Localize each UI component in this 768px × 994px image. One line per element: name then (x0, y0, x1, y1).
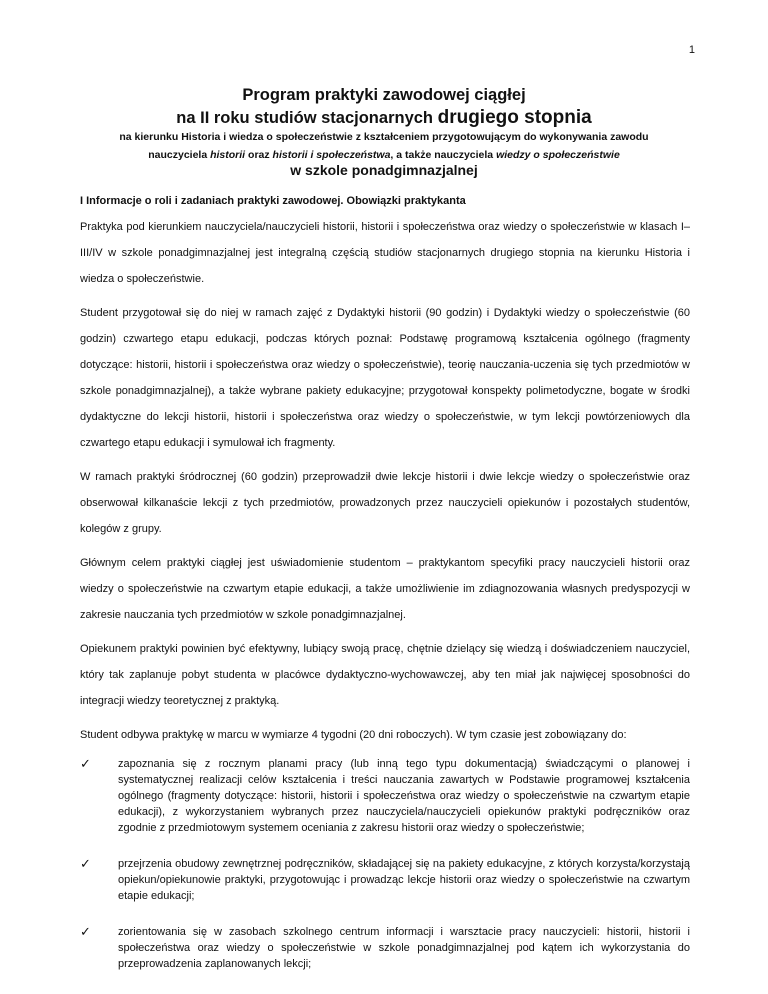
school-level: w szkole ponadgimnazjalnej (290, 162, 478, 178)
list-item (80, 756, 690, 836)
paragraph: Student odbywa praktykę w marcu w wymiarze 4 tygodni (20 dni roboczych). W tym czasie jest zobowiązany do: (80, 729, 627, 741)
page-number: 1 (688, 44, 695, 56)
paragraph: Student przygotował się do niej w ramach zajęć z Dydaktyki historii (90 godzin) i Dydaktyki wiedzy o społeczeństwie (60 godzin) czwartego etapu edukacji, podczas których poznał: Podstawę programową kształcenia ogólnego (fragmenty dotyczące: historii, historii i społeczeństwa oraz wiedzy o społeczeństwie), teorię nauczania-uczenia się tych przedmiotów w szkole ponadgimnazjalnej), a także wybrane pakiety edukacyjne; przygotował konspekty polimetodyczne, bogate w środki dydaktyczne do lekcji historii, historii i społeczeństwa oraz wiedzy o społeczeństwie, w tym lekcji powtórzeniowych dla czwartego etapu edukacji i symulował ich fragmenty. (80, 307, 690, 449)
paragraph: Opiekunem praktyki powinien być efektywny, lubiący swoją pracę, chętnie dzielący się wiedzą i doświadczeniem nauczyciel, który tak zaplanuje pobyt studenta w placówce dydaktyczno-wychowawczej, aby ten miał jak najwięcej sposobności do integracji wiedzy teoretycznej z praktyką. (80, 643, 690, 707)
checkmark-icon: ✓ (80, 924, 91, 939)
desc-italic-history-society: historii i społeczeństwa (272, 149, 391, 161)
list-item-text: zapoznania się z rocznym planami pracy (lub inną tego typu dokumentacją) świadczącymi o planowej i systematycznej realizacji celów kształcenia i treści nauczania zawartych w Podstawie programowej kształcenia ogólnego (fragmenty dotyczące: historii, historii i społeczeństwa oraz wiedzy o społeczeństwie na czwartym etapie edukacji), z wykorzystaniem wybranych przez nauczyciela/nauczycieli opiekunów praktyki podręczników oraz zgodnie z przedmiotowym systemem oceniania z zakresu historii oraz wiedzy o społeczeństwie; (118, 758, 690, 834)
list-item-text: przejrzenia obudowy zewnętrznej podręczników, składającej się na pakiety edukacyjne, z których korzysta/korzystają opiekun/opiekunowie praktyki, przygotowując i prowadząc lekcje historii oraz wiedzy o społeczeństwie na czwartym etapie edukacji; (118, 858, 690, 902)
document-body (80, 192, 690, 992)
list-item (80, 856, 690, 904)
document-subtitle (0, 107, 768, 129)
section-heading: I Informacje o roli i zadaniach praktyki zawodowej. Obowiązki praktykanta (80, 195, 466, 207)
desc-text: nauczyciela (148, 149, 211, 161)
paragraph: Praktyka pod kierunkiem nauczyciela/nauczycieli historii, historii i społeczeństwa oraz wiedzy o społeczeństwie w klasach I–III/IV w szkole ponadgimnazjalnej jest integralną częścią studiów stacjonarnych drugiego stopnia na kierunku Historia i wiedza o społeczeństwie. (80, 221, 690, 285)
list-item (80, 924, 690, 972)
desc-text: oraz (245, 149, 273, 161)
list-item-text: zorientowania się w zasobach szkolnego centrum informacji i warsztacie pracy nauczycieli: historii, historii i społeczeństwa oraz wiedzy o społeczeństwie w szkole ponadgimnazjalnej pod kątem ich wykorzystania do przeprowadzenia zaplanowanych lekcji; (118, 926, 690, 970)
document-title: Program praktyki zawodowej ciągłej (242, 86, 526, 104)
task-list (80, 756, 690, 972)
subtitle-prefix: na II roku studiów stacjonarnych (176, 109, 438, 127)
checkmark-icon: ✓ (80, 856, 91, 871)
desc-text: , a także nauczyciela (390, 149, 497, 161)
desc-italic-civics: wiedzy o społeczeństwie (496, 149, 620, 161)
description-line-1: na kierunku Historia i wiedza o społeczeństwie z kształceniem przygotowującym do wykonywania zawodu (119, 131, 649, 143)
paragraph: Głównym celem praktyki ciągłej jest uświadomienie studentom – praktykantom specyfiki pracy nauczycieli historii oraz wiedzy o społeczeństwie na czwartym etapie edukacji, a także umożliwienie im zdiagnozowania własnych predyspozycji w zakresie nauczania tych przedmiotów w szkole ponadgimnazjalnej. (80, 557, 690, 621)
subtitle-emphasis: drugiego stopnia (437, 107, 592, 128)
desc-italic-history: historii (210, 149, 246, 161)
program-description (0, 128, 768, 164)
paragraph: W ramach praktyki śródrocznej (60 godzin) przeprowadził dwie lekcje historii i dwie lekcje wiedzy o społeczeństwie oraz obserwował kilkanaście lekcji z tych przedmiotów, prowadzonych przez nauczycieli opiekunów i pozostałych studentów, kolegów z grupy. (80, 471, 690, 535)
checkmark-icon: ✓ (80, 756, 91, 771)
